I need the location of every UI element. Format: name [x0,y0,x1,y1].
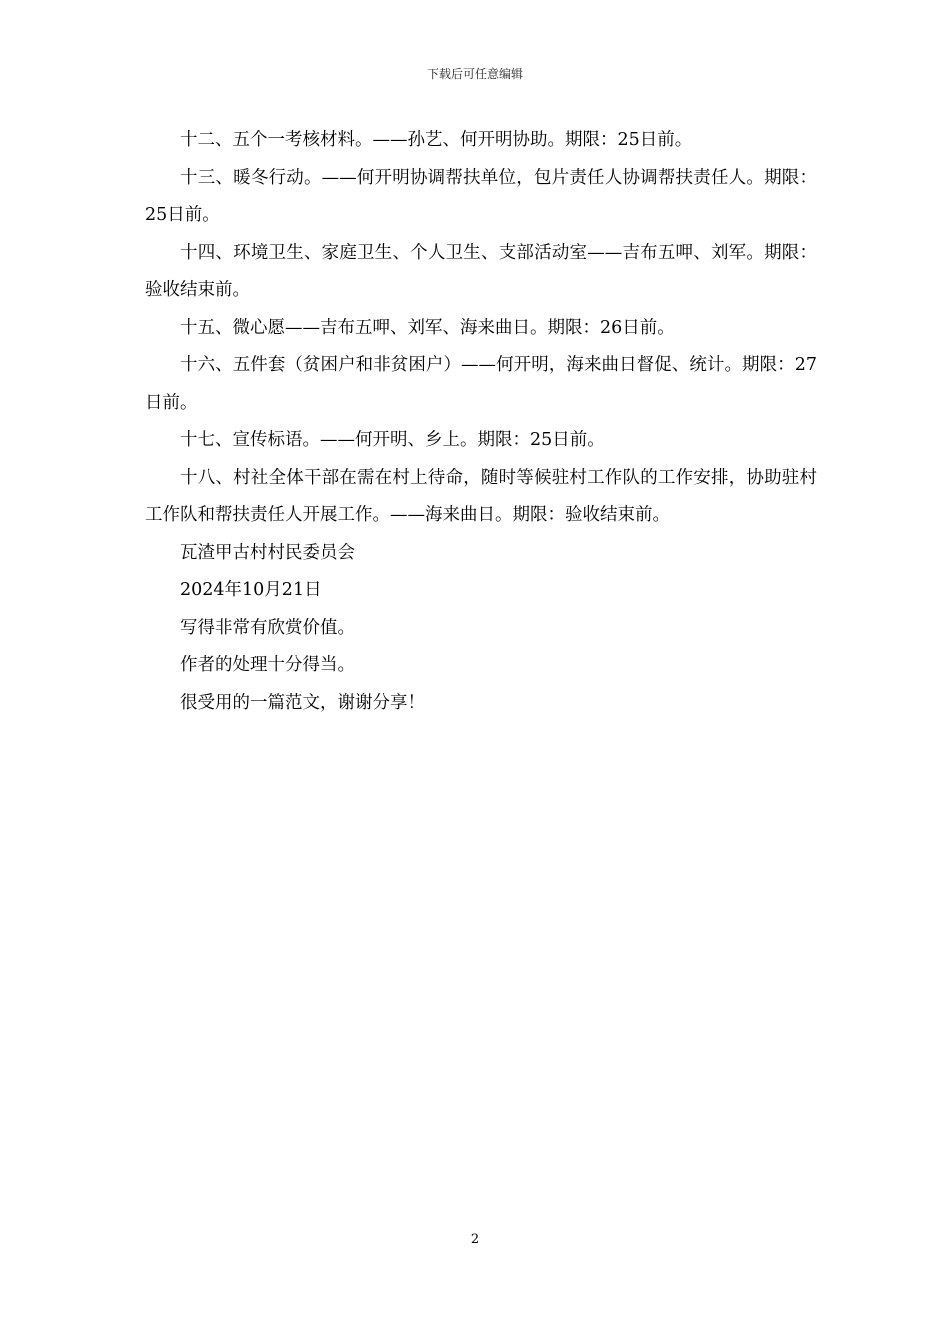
comment-line: 作者的处理十分得当。 [180,655,355,675]
signature-organization: 瓦渣甲古村村民委员会 [180,542,355,563]
paragraph-item-13: 十三、暖冬行动。——何开明协调帮扶单位，包片责任人协调帮扶责任人。期限：25日前。 [145,167,817,225]
page-number: 2 [470,1232,480,1247]
paragraph-item-17: 十七、宣传标语。——何开明、乡上。期限：25日前。 [180,430,605,450]
comment-line: 写得非常有欣赏价值。 [180,617,355,638]
paragraph-item-16: 十六、五件套（贫困户和非贫困户）——何开明，海来曲日督促、统计。期限：27日前。 [145,355,817,413]
document-body [145,122,817,722]
paragraph-item-12: 十二、五个一考核材料。——孙艺、何开明协助。期限：25日前。 [180,130,693,150]
paragraph-item-15: 十五、微心愿——吉布五呷、刘军、海来曲日。期限：26日前。 [180,317,675,338]
paragraph-item-18: 十八、村社全体干部在需在村上待命，随时等候驻村工作队的工作安排，协助驻村工作队和帮扶责任人开展工作。——海来曲日。期限：验收结束前。 [145,467,817,525]
page-header: 下载后可任意编辑 [426,67,523,81]
paragraph-item-14: 十四、环境卫生、家庭卫生、个人卫生、支部活动室——吉布五呷、刘军。期限：验收结束前。 [145,242,817,300]
signature-date: 2024年10月21日 [180,580,322,600]
comment-line: 很受用的一篇范文，谢谢分享！ [180,692,425,713]
